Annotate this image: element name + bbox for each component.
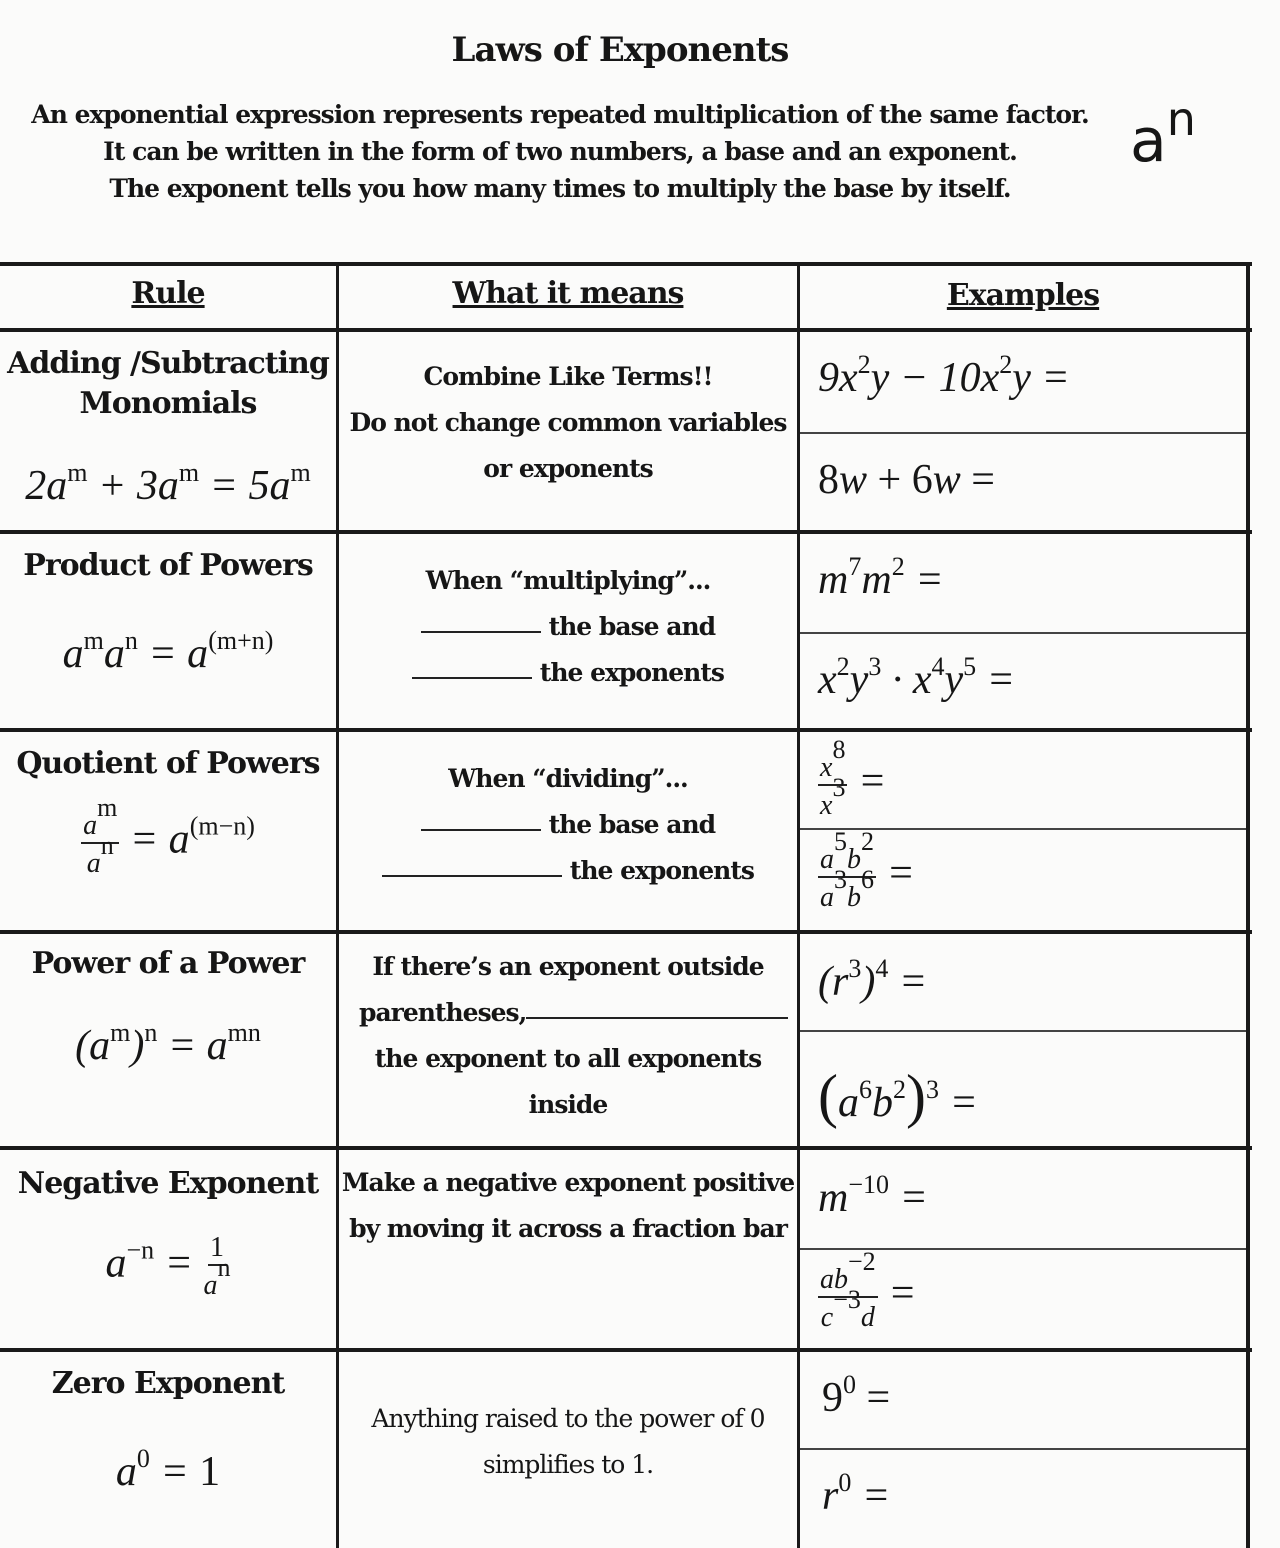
example-zero-2: $r^0$ = bbox=[822, 1468, 891, 1519]
exponent-rules-table bbox=[0, 262, 1252, 1548]
page-title: Laws of Exponents bbox=[451, 30, 789, 70]
rule-name-zero: Zero Exponent bbox=[51, 1366, 285, 1401]
meaning-line bbox=[339, 604, 797, 650]
symbol-base: a bbox=[1130, 106, 1167, 176]
rule-name-negative: Negative Exponent bbox=[17, 1166, 319, 1201]
answer-blank[interactable] bbox=[382, 853, 562, 877]
answer-blank[interactable] bbox=[421, 807, 541, 831]
meaning-text: the exponents bbox=[569, 856, 754, 885]
intro-line-2: It can be written in the form of two numbers, a base and an exponent. bbox=[103, 137, 1017, 166]
example-negative-1: $m^{-10}$ = bbox=[818, 1170, 928, 1221]
example-quotient-1: $\frac{x^8}{x^3}$ = bbox=[820, 735, 887, 821]
intro-line-1: An exponential expression represents repeated multiplication of the same factor. bbox=[31, 100, 1089, 129]
meaning-text: the exponents bbox=[539, 658, 724, 687]
header-meaning: What it means bbox=[452, 276, 684, 311]
header-rule: Rule bbox=[131, 276, 205, 311]
rule-formula-zero: $a^0 = 1$ bbox=[115, 1444, 221, 1495]
intro-line-3: The exponent tells you how many times to multiply the base by itself. bbox=[109, 174, 1011, 203]
meaning-line: or exponents bbox=[483, 454, 653, 483]
meaning-line bbox=[339, 802, 797, 848]
meaning-zero bbox=[339, 1396, 797, 1488]
meaning-line: If there’s an exponent outside bbox=[372, 952, 764, 981]
example-product-2: $x^2y^3 \cdot x^4y^5$ = bbox=[818, 652, 1015, 703]
meaning-line: inside bbox=[528, 1090, 608, 1119]
example-product-1: $m^7m^2$ = bbox=[818, 552, 944, 603]
meaning-text: the base and bbox=[548, 612, 716, 641]
meaning-power bbox=[339, 944, 797, 1128]
meaning-line: Make a negative exponent positive bbox=[341, 1168, 795, 1197]
meaning-line: the exponent to all exponents bbox=[374, 1044, 762, 1073]
rule-name-quotient: Quotient of Powers bbox=[16, 746, 320, 781]
example-power-2: $(a^6b^2)^3$ = bbox=[818, 1063, 978, 1129]
answer-blank[interactable] bbox=[526, 995, 788, 1019]
example-power-1: $(r^3)^4$ = bbox=[818, 954, 928, 1005]
meaning-line: Combine Like Terms!! bbox=[423, 362, 713, 391]
rule-formula-quotient: $\frac{a^m}{a^n}$ = $a^{(m-n)}$ bbox=[83, 793, 255, 879]
meaning-line: When “multiplying”... bbox=[425, 566, 711, 595]
example-quotient-2: $\frac{a^5b^2}{a^3b^6}$ = bbox=[820, 827, 915, 913]
rule-name-product: Product of Powers bbox=[23, 548, 313, 583]
meaning-adding bbox=[339, 354, 797, 492]
meaning-product bbox=[339, 558, 797, 696]
meaning-line bbox=[339, 848, 797, 894]
symbol-exponent: n bbox=[1166, 92, 1196, 146]
rule-name-power: Power of a Power bbox=[31, 946, 305, 981]
meaning-line: Anything raised to the power of 0 bbox=[371, 1404, 765, 1433]
rule-formula-power: $(a^m)^n = a^{mn}$ bbox=[75, 1018, 261, 1069]
rule-formula-negative: $a^{-n}$ = $\frac{1}{a^n}$ bbox=[105, 1232, 231, 1301]
meaning-negative bbox=[339, 1160, 797, 1252]
rule-formula-product: $a^ma^n = a^{(m+n)}$ bbox=[62, 626, 274, 677]
exponent-symbol bbox=[1130, 92, 1196, 176]
example-adding-2: 8w + 6w = bbox=[818, 457, 995, 503]
answer-blank[interactable] bbox=[421, 609, 541, 633]
meaning-line: simplifies to 1. bbox=[482, 1450, 654, 1479]
meaning-line bbox=[339, 650, 797, 696]
answer-blank[interactable] bbox=[412, 655, 532, 679]
meaning-line: When “dividing”... bbox=[448, 764, 688, 793]
example-zero-1: $9^0$ = bbox=[822, 1370, 891, 1421]
example-negative-2: $\frac{ab^{-2}}{c^{-3}d}$ = bbox=[820, 1247, 917, 1333]
rule-name-adding: Adding /Subtracting Monomials bbox=[7, 346, 329, 421]
example-adding-1: $9x^2y - 10x^2y$ = bbox=[818, 350, 1070, 401]
meaning-line bbox=[339, 990, 797, 1036]
meaning-quotient bbox=[339, 756, 797, 894]
intro-text bbox=[20, 96, 1100, 207]
meaning-text: the base and bbox=[548, 810, 716, 839]
meaning-line: Do not change common variables bbox=[349, 408, 787, 437]
rule-formula-adding: $2a^m + 3a^m = 5a^m$ bbox=[25, 458, 311, 509]
header-examples: Examples bbox=[946, 278, 1100, 313]
meaning-text: parentheses, bbox=[359, 998, 527, 1027]
meaning-line: by moving it across a fraction bar bbox=[349, 1214, 787, 1243]
